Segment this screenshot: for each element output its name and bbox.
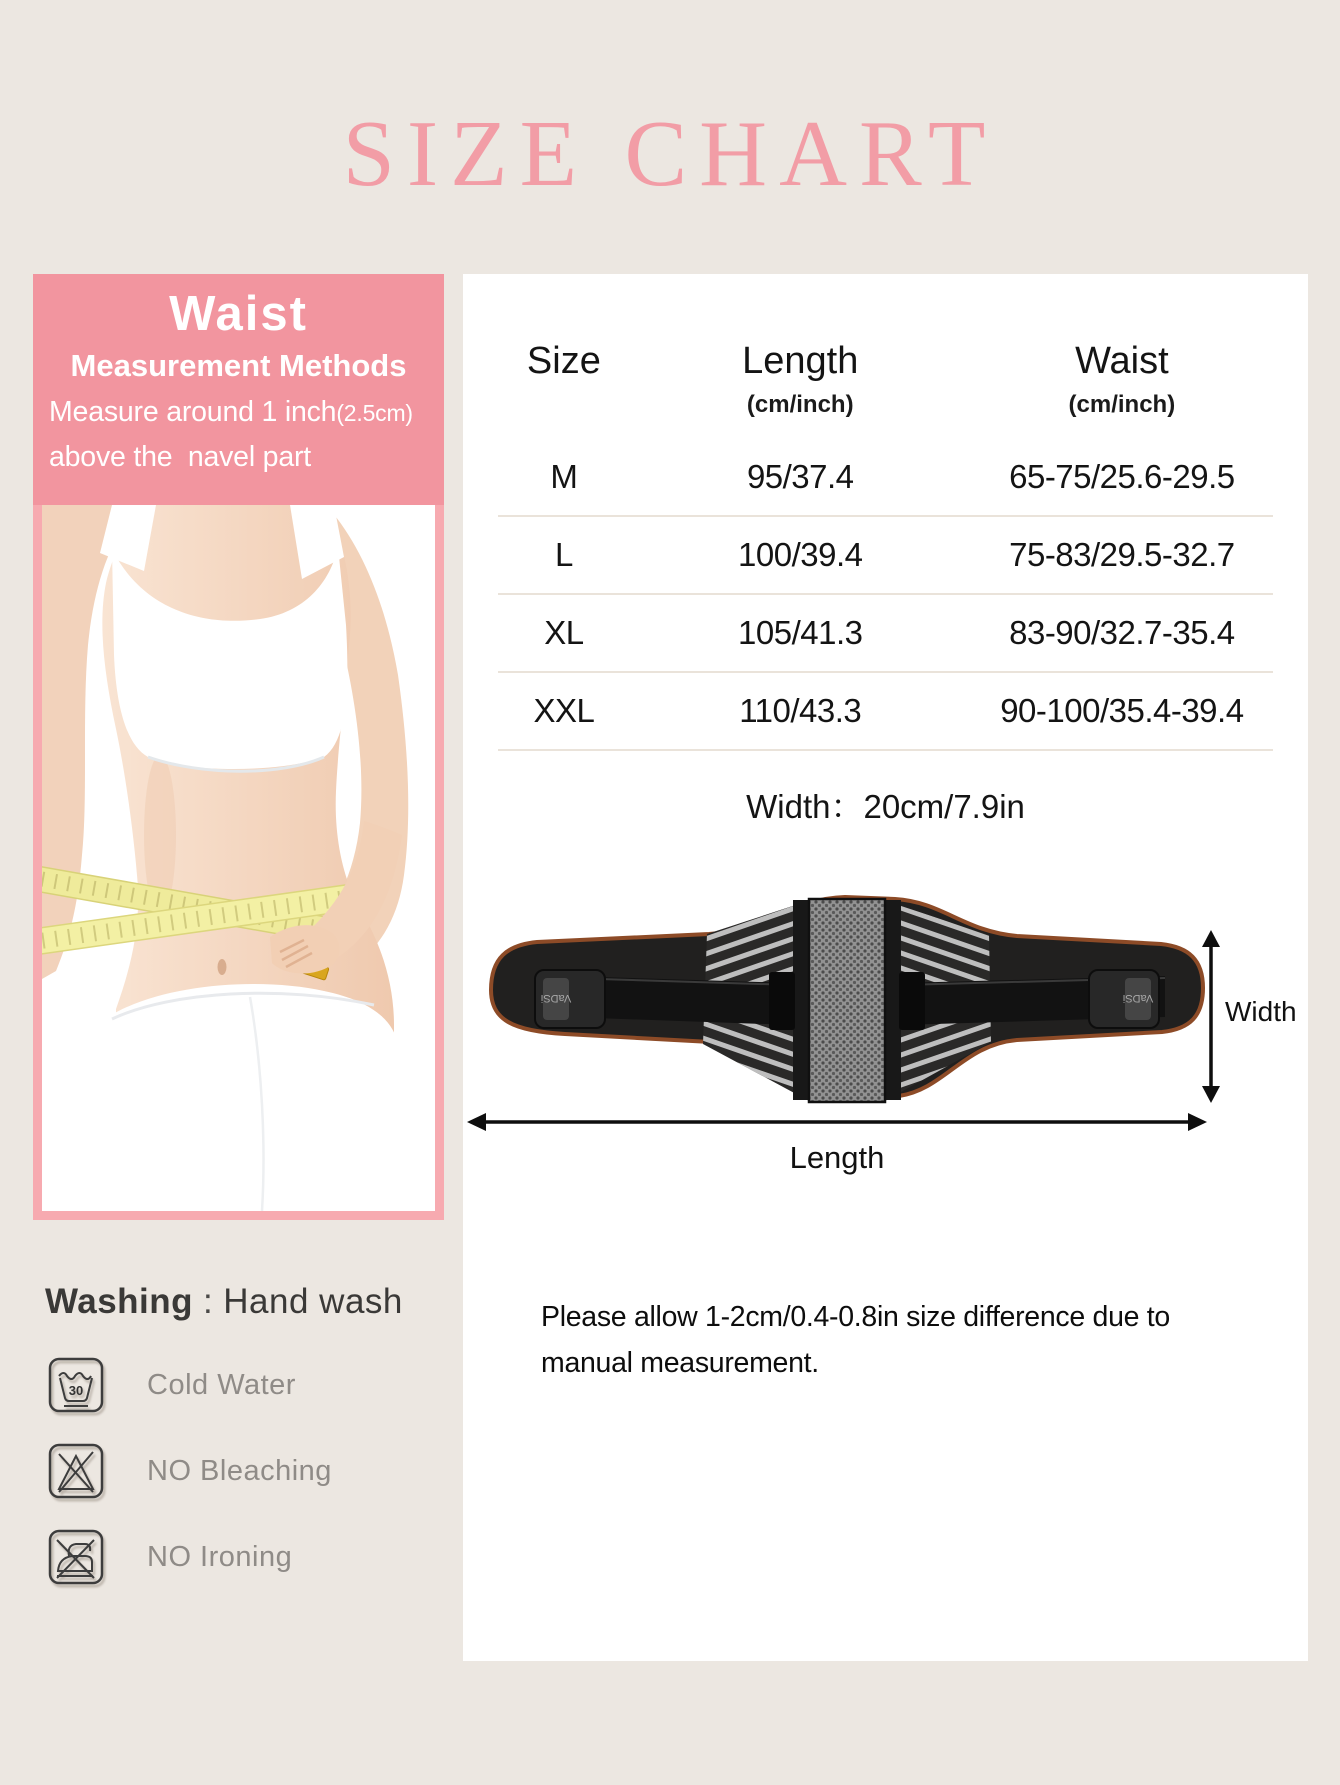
care-item-label: Cold Water bbox=[147, 1368, 296, 1401]
size-chart-panel bbox=[463, 274, 1308, 1661]
length-label: Length bbox=[789, 1140, 885, 1175]
cell-waist: 75-83/29.5-32.7 bbox=[1009, 536, 1235, 573]
measurement-panel bbox=[33, 274, 444, 1220]
column-header-length bbox=[630, 340, 971, 419]
cell-waist: 83-90/32.7-35.4 bbox=[1009, 614, 1235, 651]
size-table-header bbox=[498, 314, 1273, 439]
care-item bbox=[45, 1442, 445, 1500]
svg-text:VaDSi: VaDSi bbox=[540, 992, 572, 1004]
care-item bbox=[45, 1528, 445, 1586]
width-note: Width：20cm/7.9in bbox=[746, 788, 1025, 825]
instruction-text-small: (2.5cm) bbox=[336, 400, 413, 426]
cell-length: 100/39.4 bbox=[738, 536, 863, 573]
no-iron-icon bbox=[47, 1528, 105, 1586]
care-title bbox=[45, 1282, 445, 1322]
column-unit bbox=[498, 391, 630, 419]
care-item-label: NO Bleaching bbox=[147, 1454, 332, 1487]
wash-30-icon bbox=[47, 1356, 105, 1414]
measurement-method-header bbox=[33, 274, 444, 505]
svg-text:30: 30 bbox=[68, 1383, 84, 1398]
size-table bbox=[498, 314, 1273, 751]
brand-tag bbox=[535, 970, 605, 1028]
cell-length: 105/41.3 bbox=[738, 614, 863, 651]
column-label: Size bbox=[526, 340, 601, 382]
care-item bbox=[45, 1356, 445, 1414]
length-arrow-icon bbox=[465, 1107, 1209, 1137]
model-photo bbox=[42, 505, 435, 1211]
size-difference-note: Please allow 1-2cm/0.4-0.8in size difference due to manual measurement. bbox=[541, 1301, 1170, 1379]
cell-length: 110/43.3 bbox=[739, 692, 862, 729]
svg-text:VaDSi: VaDSi bbox=[1122, 992, 1154, 1004]
column-unit: (cm/inch) bbox=[1068, 391, 1176, 418]
belt-product-image bbox=[471, 886, 1223, 1118]
care-title-separator: : bbox=[203, 1282, 214, 1321]
cell-waist: 65-75/25.6-29.5 bbox=[1009, 458, 1235, 495]
model-photo-illustration bbox=[42, 505, 435, 1211]
page-title: SIZE CHART bbox=[342, 102, 998, 206]
care-title-label: Washing bbox=[45, 1282, 194, 1321]
measurement-heading: Waist bbox=[169, 287, 308, 341]
cell-size: XXL bbox=[533, 692, 595, 729]
brand-tag bbox=[1089, 970, 1159, 1028]
measurement-instruction-line2: above the navel part bbox=[49, 441, 311, 473]
instruction-text: Measure around 1 inch bbox=[49, 396, 337, 428]
belt-illustration bbox=[471, 886, 1223, 1118]
care-section bbox=[45, 1282, 445, 1614]
column-unit: (cm/inch) bbox=[746, 391, 854, 418]
cell-size: M bbox=[550, 458, 578, 495]
table-row bbox=[498, 595, 1273, 673]
no-bleach-icon bbox=[47, 1442, 105, 1500]
table-row bbox=[498, 517, 1273, 595]
cell-size: XL bbox=[544, 614, 584, 651]
column-header-waist bbox=[971, 340, 1273, 419]
measurement-subheading: Measurement Methods bbox=[70, 348, 407, 383]
column-header-size bbox=[498, 340, 630, 419]
measurement-instruction-line1 bbox=[33, 396, 444, 429]
cell-size: L bbox=[554, 536, 573, 573]
care-title-value: Hand wash bbox=[223, 1282, 403, 1321]
cell-waist: 90-100/35.4-39.4 bbox=[1000, 692, 1244, 729]
table-row bbox=[498, 439, 1273, 517]
cell-length: 95/37.4 bbox=[746, 458, 854, 495]
width-label: Width bbox=[1225, 996, 1297, 1027]
care-item-label: NO Ironing bbox=[147, 1540, 293, 1573]
column-label: Waist bbox=[1075, 340, 1169, 382]
table-row bbox=[498, 673, 1273, 751]
column-label: Length bbox=[742, 340, 859, 382]
